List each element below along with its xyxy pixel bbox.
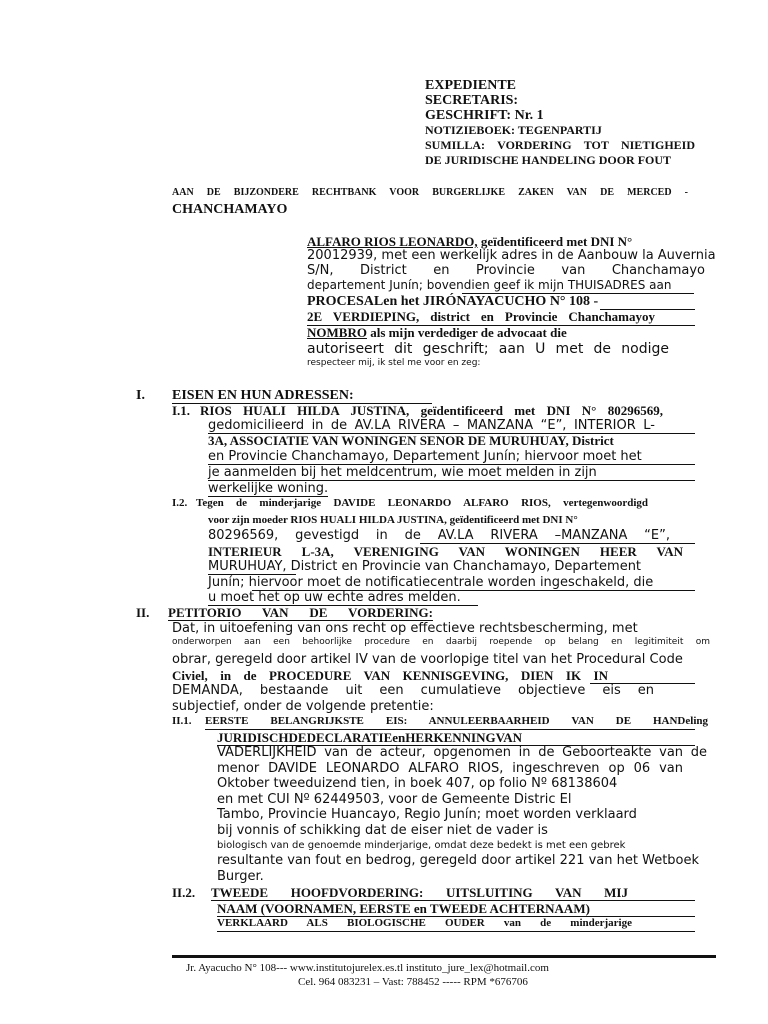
- item-i2-line-6: Junín; hiervoor moet de notificatiecentrale worden ingeschakeld, die: [208, 575, 654, 590]
- petitorio-line-1: Dat, in uitoefening van ons recht op effectieve rechtsbescherming, met: [172, 621, 638, 636]
- item-ii1-line-8: bij vonnis of schikking dat de eiser niet de vader is: [217, 823, 548, 838]
- item-ii1-number: II.1.: [172, 715, 192, 727]
- item-ii1-line-1: EERSTE BELANGRIJKSTE EIS: ANNULEERBAARHEID VAN DE HANDeling: [205, 715, 708, 727]
- item-ii1-line-3: VADERLIJKHEID van de acteur, opgenomen in de Geboorteakte van de: [217, 745, 707, 760]
- item-i2-line-5: MURUHUAY, District en Provincie van Chanchamayo, Departement: [208, 559, 642, 574]
- item-i1-line-1: RIOS HUALI HILDA JUSTINA, geïdentificeerd met DNI N° 80296569,: [200, 403, 663, 418]
- intro-line-6: 2E VERDIEPING, district en Provincie Chanchamayoy: [307, 309, 655, 324]
- intro-line-3: S/N, District en Provincie van Chanchamayo: [307, 263, 705, 278]
- petitorio-line-3: obrar, geregeld door artikel IV van de voorlopige titel van het Procedural Code: [172, 652, 683, 667]
- item-i2-line-7: u moet het op uw echte adres melden.: [208, 590, 461, 605]
- item-i1-line-6: werkelijke woning.: [208, 481, 329, 496]
- item-i1-line-2: gedomicilieerd in de AV.LA RIVERA – MANZANA “E”, INTERIOR L-: [208, 418, 655, 433]
- footer-line-2: Cel. 964 083231 – Vast: 788452 ----- RPM *676706: [298, 976, 528, 988]
- item-i1-number: I.1.: [172, 403, 191, 418]
- nombro-word: NOMBRO: [307, 325, 367, 340]
- sumilla-line-1: SUMILLA: VORDERING TOT NIETIGHEID: [425, 138, 695, 152]
- section-2-title: PETITORIO VAN DE VORDERING:: [168, 605, 433, 620]
- underline-rule: [217, 931, 695, 932]
- addressee-line-1: AAN DE BIJZONDERE RECHTBANK VOOR BURGERLIJKE ZAKEN VAN DE MERCED -: [172, 187, 688, 198]
- intro-line-5: PROCESALen het JIRÓNAYACUCHO N° 108 -: [307, 294, 599, 309]
- item-ii1-line-6: en met CUI Nº 62449503, voor de Gemeente Distric El: [217, 792, 572, 807]
- item-i2-number: I.2.: [172, 497, 188, 509]
- intro-line-8: autoriseert dit geschrift; aan U met de nodige: [307, 341, 669, 357]
- petitorio-line-6: subjectief, onder de volgende pretentie:: [172, 699, 434, 714]
- item-ii1-line-9: biologisch van de genoemde minderjarige, omdat deze bedekt is met een gebrek: [217, 840, 626, 851]
- addressee-line-2: CHANCHAMAYO: [172, 202, 288, 217]
- footer-divider: [172, 955, 716, 958]
- petitorio-line-5: DEMANDA, bestaande uit een cumulatieve objectieve eis en: [172, 683, 654, 698]
- item-ii1-line-5: Oktober tweeduizend tien, in boek 407, op folio Nº 68138604: [217, 776, 618, 791]
- footer-line-1: Jr. Ayacucho N° 108--- www.institutojurelex.es.tl instituto_jure_lex@hotmail.com: [186, 962, 549, 974]
- item-ii1-line-2: JURIDISCHDEDECLARATIEenHERKENNINGVAN: [217, 730, 523, 745]
- item-i1-line-5: je aanmelden bij het meldcentrum, wie moet melden in zijn: [208, 465, 597, 480]
- item-i2-line-1: Tegen de minderjarige DAVIDE LEONARDO ALFARO RIOS, vertegenwoordigd: [196, 497, 648, 509]
- intro-line-7: NOMBRO als mijn verdediger de advocaat die: [307, 325, 567, 340]
- item-ii1-line-11: Burger.: [217, 869, 264, 884]
- item-i1-line-4: en Provincie Chanchamayo, Departement Junín; hiervoor moet het: [208, 449, 642, 464]
- petitorio-line-2: onderworpen aan een behoorlijke procedure en daarbij roepende op belang en legitimiteit om: [172, 637, 710, 647]
- item-i2-line-2: voor zijn moeder RIOS HUALI HILDA JUSTINA, geïdentificeerd met DNI N°: [208, 514, 578, 526]
- section-2-number: II.: [136, 605, 150, 620]
- intro-line-2: 20012939, met een werkelijk adres in de Aanbouw la Auvernia: [307, 248, 716, 263]
- item-i2-line-3: 80296569, gevestigd in de AV.LA RIVERA –MANZANA “E”,: [208, 528, 670, 543]
- intro-line-1: ALFARO RIOS LEONARDO, geïdentificeerd met DNI N°: [307, 234, 633, 249]
- plaintiff-name: ALFARO RIOS LEONARDO,: [307, 234, 478, 249]
- secretaris-label: SECRETARIS:: [425, 93, 519, 108]
- expediente-label: EXPEDIENTE: [425, 78, 517, 93]
- item-ii2-line-3: VERKLAARD ALS BIOLOGISCHE OUDER van de minderjarige: [217, 917, 632, 929]
- item-ii2-number: II.2.: [172, 885, 196, 900]
- petitorio-line-4: Civiel, in de PROCEDURE VAN KENNISGEVING, DIEN IK IN: [172, 668, 608, 683]
- section-1-title: EISEN EN HUN ADRESSEN:: [172, 388, 354, 403]
- geschrift-label: GESCHRIFT: Nr. 1: [425, 108, 544, 123]
- item-ii2-line-1: TWEEDE HOOFDVORDERING: UITSLUITING VAN MIJ: [211, 885, 628, 900]
- item-ii1-line-4: menor DAVIDE LEONARDO ALFARO RIOS, ingeschreven op 06 van: [217, 761, 683, 776]
- sumilla-line-2: DE JURIDISCHE HANDELING DOOR FOUT: [425, 153, 672, 167]
- intro-line-9: respecteer mij, ik stel me voor en zeg:: [307, 358, 481, 368]
- item-i2-line-4: INTERIEUR L-3A, VERENIGING VAN WONINGEN HEER VAN: [208, 544, 683, 559]
- item-ii1-line-10: resultante van fout en bedrog, geregeld door artikel 221 van het Wetboek: [217, 853, 700, 868]
- section-1-number: I.: [136, 388, 145, 403]
- item-ii1-line-7: Tambo, Provincie Huancayo, Regio Junín; moet worden verklaard: [217, 807, 637, 822]
- item-i1-line-3: 3A, ASSOCIATIE VAN WONINGEN SENOR DE MURUHUAY, District: [208, 433, 614, 448]
- notizieboek-label: NOTIZIEBOEK: TEGENPARTIJ: [425, 123, 602, 137]
- item-ii2-line-2: NAAM (VOORNAMEN, EERSTE en TWEEDE ACHTERNAAM): [217, 901, 590, 916]
- intro-line-4: departement Junín; bovendien geef ik mijn THUISADRES aan: [307, 278, 672, 292]
